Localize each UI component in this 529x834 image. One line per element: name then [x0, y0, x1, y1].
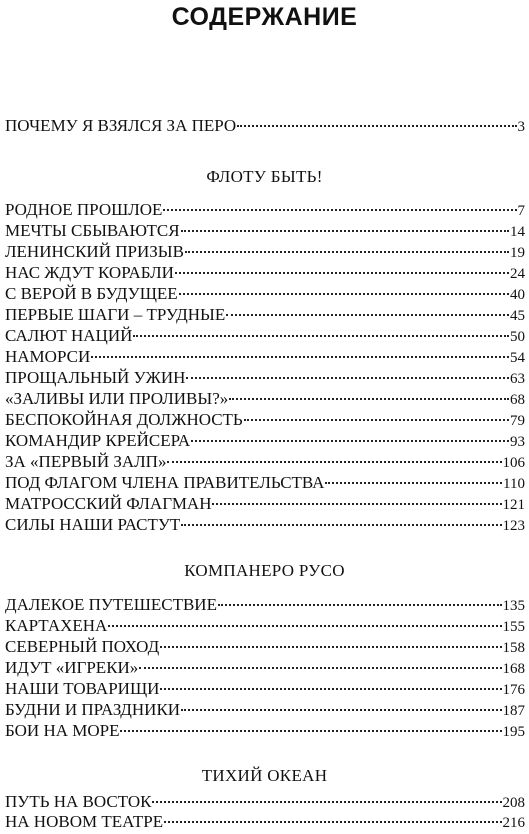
toc-leader — [185, 250, 509, 253]
section-title-flotu: ФЛОТУ БЫТЬ! — [206, 167, 323, 186]
toc-leader — [212, 502, 501, 505]
toc-entry — [5, 791, 525, 813]
toc-leader — [237, 124, 516, 127]
toc-entry-label: НАШИ ТОВАРИЩИ — [5, 679, 160, 698]
toc-entry — [5, 720, 525, 742]
toc-entry-page: 106 — [502, 455, 525, 471]
toc-entry — [5, 657, 525, 679]
toc-entry — [5, 262, 525, 284]
toc-entry-label: «ЗАЛИВЫ ИЛИ ПРОЛИВЫ?» — [5, 389, 229, 408]
toc-entry-label: С ВЕРОЙ В БУДУЩЕЕ — [5, 284, 178, 303]
toc-leader — [181, 229, 509, 232]
toc-leader — [175, 271, 509, 274]
toc-leader — [160, 645, 501, 648]
toc-entry-label: ПЕРВЫЕ ШАГИ – ТРУДНЫЕ — [5, 305, 226, 324]
toc-entry — [5, 367, 525, 389]
toc-entry-page: 216 — [502, 815, 525, 831]
section-title-tikhiy: ТИХИЙ ОКЕАН — [201, 766, 328, 785]
toc-entry-label: СЕВЕРНЫЙ ПОХОД — [5, 637, 160, 656]
toc-leader — [218, 603, 502, 606]
toc-entry-page: 135 — [502, 598, 525, 614]
toc-entry-label: БЕСПОКОЙНАЯ ДОЛЖНОСТЬ — [5, 410, 243, 429]
toc-entry-label: МАТРОССКИЙ ФЛАГМАН — [5, 494, 212, 513]
toc-entry — [5, 451, 525, 473]
toc-leader — [226, 313, 509, 316]
toc-entry — [5, 241, 525, 263]
toc-entry-label: САЛЮТ НАЦИЙ — [5, 326, 133, 345]
toc-entry-page: 14 — [510, 224, 525, 240]
section-title-kompanero: КОМПАНЕРО РУСО — [184, 561, 345, 580]
toc-entry — [5, 636, 525, 658]
toc-entry-page: 7 — [517, 203, 525, 219]
toc-leader — [120, 729, 501, 732]
toc-entry — [5, 430, 525, 452]
toc-entry-page: 208 — [502, 795, 525, 811]
toc-entry-label: НАС ЖДУТ КОРАБЛИ — [5, 263, 174, 282]
toc-entry-label: ИДУТ «ИГРЕКИ» — [5, 658, 139, 677]
toc-entry-label: ЗА «ПЕРВЫЙ ЗАЛП» — [5, 452, 167, 471]
toc-leader — [160, 687, 501, 690]
toc-entry — [5, 678, 525, 700]
toc-entry-page: 176 — [502, 682, 525, 698]
toc-entry-page: 155 — [502, 619, 525, 635]
toc-entry-label: СИЛЫ НАШИ РАСТУТ — [5, 515, 181, 534]
toc-entry-page: 40 — [510, 287, 525, 303]
toc-entry-page: 158 — [502, 640, 525, 656]
toc-leader — [108, 624, 501, 627]
toc-leader — [181, 523, 501, 526]
toc-leader — [91, 355, 509, 358]
toc-entry-page: 168 — [502, 661, 525, 677]
toc-entry-page: 121 — [502, 497, 525, 513]
toc-leader — [152, 800, 501, 803]
toc-entry-page: 195 — [502, 724, 525, 740]
toc-leader — [139, 666, 501, 669]
toc-leader — [325, 481, 502, 484]
toc-entry-page: 79 — [510, 413, 525, 429]
toc-leader — [163, 208, 516, 211]
toc-entry-label: КАРТАХЕНА — [5, 616, 108, 635]
toc-entry-page: 54 — [510, 350, 525, 366]
toc-entry — [5, 220, 525, 242]
toc-leader — [191, 439, 509, 442]
toc-entry-label: ПУТЬ НА ВОСТОК — [5, 792, 152, 811]
toc-entry-page: 93 — [510, 434, 525, 450]
toc-entry-label: ДАЛЕКОЕ ПУТЕШЕСТВИЕ — [5, 595, 217, 614]
toc-entry-label: БУДНИ И ПРАЗДНИКИ — [5, 700, 181, 719]
toc-entry-page: 19 — [510, 245, 525, 261]
toc-entry-label: БОИ НА МОРЕ — [5, 721, 120, 740]
toc-entry-page: 45 — [510, 308, 525, 324]
toc-entry — [5, 346, 525, 368]
toc-entry-page: 110 — [503, 476, 525, 492]
toc-entry — [5, 514, 525, 536]
toc-entry — [5, 493, 525, 515]
toc-entry — [5, 199, 525, 221]
toc-entry-intro — [5, 115, 525, 137]
toc-entry-label: ПОД ФЛАГОМ ЧЛЕНА ПРАВИТЕЛЬСТВА — [5, 473, 325, 492]
toc-leader — [167, 460, 501, 463]
toc-entry-label: МЕЧТЫ СБЫВАЮТСЯ — [5, 221, 180, 240]
toc-entry-label: НА НОВОМ ТЕАТРЕ — [5, 812, 164, 831]
toc-entry-page: 24 — [510, 266, 525, 282]
toc-entry-label: ПРОЩАЛЬНЫЙ УЖИН — [5, 368, 186, 387]
toc-entry — [5, 304, 525, 326]
toc-leader — [244, 418, 509, 421]
page-title: СОДЕРЖАНИЕ — [171, 3, 358, 31]
toc-entry — [5, 325, 525, 347]
toc-leader — [181, 708, 501, 711]
toc-entry-label: ЛЕНИНСКИЙ ПРИЗЫВ — [5, 242, 184, 261]
toc-entry — [5, 811, 525, 833]
toc-entry-page: 50 — [510, 329, 525, 345]
toc-entry — [5, 283, 525, 305]
toc-leader — [164, 820, 501, 823]
toc-entry-page: 187 — [502, 703, 525, 719]
toc-entry-label: ПОЧЕМУ Я ВЗЯЛСЯ ЗА ПЕРО — [5, 116, 237, 135]
toc-entry-page: 123 — [502, 518, 525, 534]
toc-entry-label: РОДНОЕ ПРОШЛОЕ — [5, 200, 163, 219]
toc-entry-page: 63 — [510, 371, 525, 387]
toc-entry-page: 3 — [517, 119, 525, 135]
toc-entry — [5, 388, 525, 410]
toc-leader — [179, 292, 509, 295]
toc-leader — [133, 334, 509, 337]
toc-entry-label: КОМАНДИР КРЕЙСЕРА — [5, 431, 191, 450]
toc-entry — [5, 594, 525, 616]
toc-entry — [5, 615, 525, 637]
toc-entry — [5, 472, 525, 494]
toc-leader — [186, 376, 509, 379]
toc-entry-label: НАМОРСИ — [5, 347, 91, 366]
toc-leader — [229, 397, 509, 400]
toc-entry-page: 68 — [510, 392, 525, 408]
toc-entry — [5, 409, 525, 431]
toc-entry — [5, 699, 525, 721]
